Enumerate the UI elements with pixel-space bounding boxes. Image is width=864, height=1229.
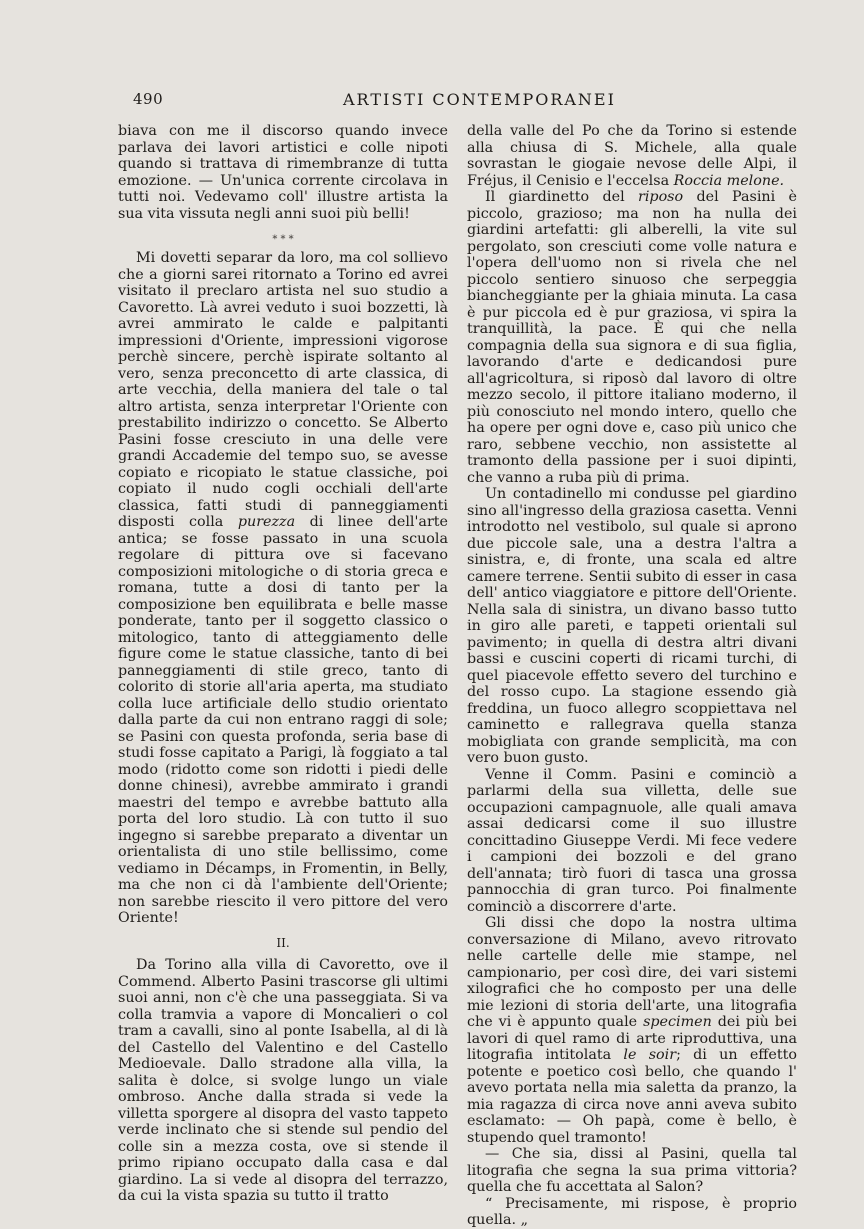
running-title: ARTISTI CONTEMPORANEI (343, 90, 616, 109)
paragraph: Gli dissi che dopo la nostra ultima conversazione di Milano, avevo ritrovato nelle cartelle delle mie stampe, nel campionario, per così dire, dei vari sistemi xilografici che ho composto per una delle mie lezioni di storia dell'arte, una litografia che vi è appunto quale specimen dei più bei lavori di quel ramo di arte riproduttiva, una litografia intitolata le soir; di un effetto potente e poetico così bello, che quando l' avevo portata nella mia saletta da pranzo, la mia ragazza di circa nove anni aveva subito esclamato: — Oh papà, come è bello, è stupendo quel tramonto! (467, 915, 797, 1146)
paragraph: della valle del Po che da Torino si estende alla chiusa di S. Michele, alla quale sovrastan le giogaie nevose delle Alpi, il Fréjus, il Cenisio e l'eccelsa Roccia melone. (467, 123, 797, 189)
paragraph: Mi dovetti separar da loro, ma col sollievo che a giorni sarei ritornato a Torino ed avrei visitato il preclaro artista nel suo studio a Cavoretto. Là avrei veduto i suoi bozzetti, là avrei ammirato le calde e palpitanti impressioni d'Oriente, impressioni vigorose perchè sincere, perchè ispirate soltanto al vero, senza preconcetto di arte classica, di arte vecchia, della maniera del tale o tal altro artista, senza interpretar l'Oriente con prestabilito indirizzo o concetto. Se Alberto Pasini fosse cresciuto in una delle vere grandi Accademie del tempo suo, se avesse copiato e ricopiato le statue classiche, poi copiato il nudo cogli occhiali dell'arte classica, fatti studi di panneggiamenti disposti colla purezza di linee dell'arte antica; se fosse passato in una scuola regolare di pittura ove si facevano composizioni mitologiche o di storia greca e romana, tutte a dosi di tanto per la composizione ben equilibrata e belle masse ponderate, tanto per il soggetto classico o mitologico, tanto di atteggiamento delle figure come le statue classiche, tanto di bei panneggiamenti di stile greco, tanto di colorito di storie all'aria aperta, ma studiato colla luce artificiale dello studio orientato dalla parte da cui non entrano raggi di sole; se Pasini con questa profonda, seria base di studi fosse capitato a Parigi, là foggiato a tal modo (ridotto come son ridotti i piedi delle donne chinesi), avrebbe ammirato i grandi maestri del tempo e avrebbe battuto alla porta del loro studio. Là con tutto il suo ingegno si sarebbe preparato a diventar un orientalista di uno stile bellissimo, come vediamo in Décamps, in Fromentin, in Belly, ma che non ci dà l'ambiente dell'Oriente; non sarebbe riescito il vero pittore del vero Oriente! (118, 250, 448, 926)
page-number: 490 (133, 90, 164, 108)
paragraph: Da Torino alla villa di Cavoretto, ove il Commend. Alberto Pasini trascorse gli ultimi suoi anni, non c'è che una passeggiata. Si va colla tramvia a vapore di Moncalieri o col tram a cavalli, sino al ponte Isabella, al di là del Castello del Valentino e del Castello Medioevale. Dallo stradone alla villa, la salita è dolce, si svolge lungo un viale ombroso. Anche dalla strada si vede la villetta sporgere al disopra del vasto tappeto verde inclinato che si stende sul pendio del colle sin a mezza costa, ove si stende il primo ripiano occupato dalla casa e dal giardino. La si vede al disopra del terrazzo, da cui la vista spazia su tutto il tratto (118, 957, 448, 1204)
paragraph: biava con me il discorso quando invece parlava dei lavori artistici e colle nipoti quando si trattava di rimembranze di tutta emozione. — Un'unica corrente circolava in tutti noi. Vedevamo coll' illustre artista la sua vita vissuta negli anni suoi più belli! (118, 123, 448, 222)
paragraph: Venne il Comm. Pasini e cominciò a parlarmi della sua villetta, delle sue occupazioni campagnuole, alle quali amava assai dedicarsi come il suo illustre concittadino Giuseppe Verdi. Mi fece vedere i campioni dei bozzoli e del grano dell'annata; tirò fuori di tasca una grossa pannocchia di gran turco. Poi finalmente cominciò a discorrere d'arte. (467, 766, 797, 915)
section-number: II. (276, 935, 290, 950)
paragraph: Il giardinetto del riposo del Pasini è piccolo, grazioso; ma non ha nulla dei giardini artefatti: gli alberelli, la vite sul pergolato, son cresciuti come volle natura e l'opera dell'uomo non si rivela che nel piccolo sentiero sinuoso che serpeggia biancheggiante per la ghiaia minuta. La casa è pur piccola ed è pur graziosa, vi spira la tranquillità, la pace. È qui che nella compagnia della sua signora e di sua figlia, lavorando d'arte e dedicandosi pure all'agricoltura, si riposò dal lavoro di oltre mezzo secolo, il pittore italiano moderno, il più conosciuto nel mondo intero, quello che ha opere per ogni dove e, caso più unico che raro, sebbene vecchio, non assistette al tramonto della passione per i suoi dipinti, che vanno a ruba più di prima. (467, 189, 797, 486)
left-column (118, 123, 448, 1205)
page-header (133, 90, 784, 112)
section-separator: * * * (272, 234, 294, 245)
paragraph: — Che sia, dissi al Pasini, quella tal litografia che segna la sua prima vittoria? quella che fu accettata al Salon? (467, 1146, 797, 1195)
paragraph: “ Precisamente, mi rispose, è proprio quella. „ (467, 1195, 797, 1228)
right-column (467, 123, 797, 1229)
paragraph: Un contadinello mi condusse pel giardino sino all'ingresso della graziosa casetta. Venni introdotto nel vestibolo, sul quale si aprono due piccole sale, una a destra l'altra a sinistra, e, di fronte, una scala ed altre camere terrene. Sentii subito di esser in casa dell' antico viaggiatore e pittore dell'Oriente. Nella sala di sinistra, un divano basso tutto in giro alle pareti, e tappeti orientali sul pavimento; in quella di destra altri divani bassi e cuscini coperti di ricami turchi, di quel piacevole effetto severo del turchino e del rosso cupo. La stagione essendo già freddina, un fuoco allegro scoppiettava nel caminetto e rallegrava quella stanza mobigliata con grande semplicità, ma con vero buon gusto. (467, 486, 797, 766)
